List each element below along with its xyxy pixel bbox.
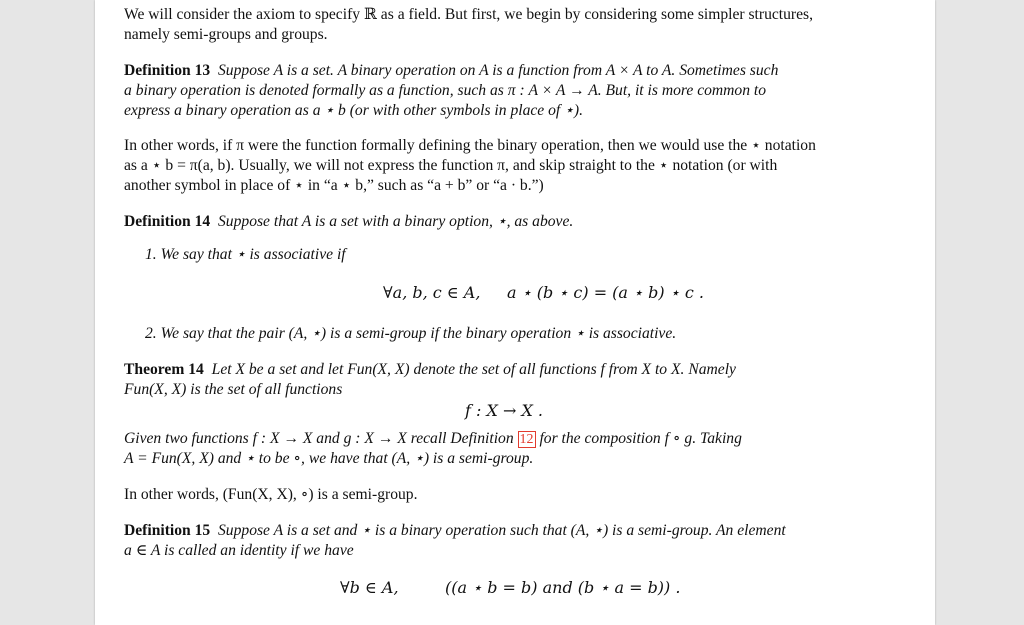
right-margin xyxy=(935,0,1024,625)
definition-14-item-2: 2. We say that the pair (A, ⋆) is a semi-group if the binary operation ⋆ is associative. xyxy=(145,325,677,342)
theorem-14-label: Theorem 14 xyxy=(124,361,204,378)
theorem-14-line-3a: Given two functions f : X → X and g : X → X recall Definition xyxy=(124,430,514,447)
associativity-quantifier: ∀a, b, c ∈ A, xyxy=(383,283,481,302)
intro-paragraph xyxy=(124,5,896,45)
function-signature: f : X → X . xyxy=(465,401,544,420)
definition-14 xyxy=(124,212,896,232)
other-words-paragraph xyxy=(124,136,896,196)
definition-15-label: Definition 15 xyxy=(124,522,211,539)
document-page xyxy=(95,0,935,625)
intro-line-1: We will consider the axiom to specify ℝ as a field. But first, we begin by considering some simpler structures, xyxy=(124,6,814,23)
intro-line-2: namely semi-groups and groups. xyxy=(124,26,328,43)
definition-13 xyxy=(124,61,896,121)
definition-12-link[interactable]: 12 xyxy=(519,432,534,447)
left-margin xyxy=(0,0,95,625)
definition-14-item-1: 1. We say that ⋆ is associative if xyxy=(145,246,346,263)
definition-14-statement: Suppose that A is a set with a binary option, ⋆, as above. xyxy=(218,213,574,230)
definition-14-label: Definition 14 xyxy=(124,213,211,230)
definition-13-line-1: Suppose A is a set. A binary operation on A is a function from A × A to A. Sometimes such xyxy=(218,62,779,79)
identity-equation: ((a ⋆ b = b) and (b ⋆ a = b)) . xyxy=(445,578,681,597)
definition-13-line-2: a binary operation is denoted formally as a function, such as π : A × A → A. But, it is more common to xyxy=(124,82,767,99)
definition-15-line-2: a ∈ A is called an identity if we have xyxy=(124,542,354,559)
definition-13-line-3: express a binary operation as a ⋆ b (or with other symbols in place of ⋆). xyxy=(124,102,583,119)
other-words-line-3: another symbol in place of ⋆ in “a ⋆ b,” such as “a + b” or “a · b.”) xyxy=(124,177,544,194)
definition-15 xyxy=(124,521,896,561)
other-words-line-2: as a ⋆ b = π(a, b). Usually, we will not express the function π, and skip straight to the ⋆ notation (or with xyxy=(124,157,778,174)
theorem-14 xyxy=(124,360,896,400)
theorem-14-line-4: A = Fun(X, X) and ⋆ to be ∘, we have that (A, ⋆) is a semi-group. xyxy=(124,450,534,467)
theorem-14-line-1: Let X be a set and let Fun(X, X) denote the set of all functions f from X to X. Namely xyxy=(211,361,736,378)
definition-15-line-1: Suppose A is a set and ⋆ is a binary operation such that (A, ⋆) is a semi-group. An element xyxy=(218,522,786,539)
identity-quantifier: ∀b ∈ A, xyxy=(340,578,399,597)
theorem-14-continuation xyxy=(124,429,896,469)
theorem-14-line-2: Fun(X, X) is the set of all functions xyxy=(124,381,343,398)
fun-semigroup-paragraph: In other words, (Fun(X, X), ∘) is a semi-group. xyxy=(124,486,418,503)
other-words-line-1: In other words, if π were the function formally defining the binary operation, then we would use the ⋆ notation xyxy=(124,137,816,154)
associativity-equation: a ⋆ (b ⋆ c) = (a ⋆ b) ⋆ c . xyxy=(507,283,704,302)
definition-13-label: Definition 13 xyxy=(124,62,211,79)
theorem-14-line-3b: for the composition f ∘ g. Taking xyxy=(539,430,742,447)
